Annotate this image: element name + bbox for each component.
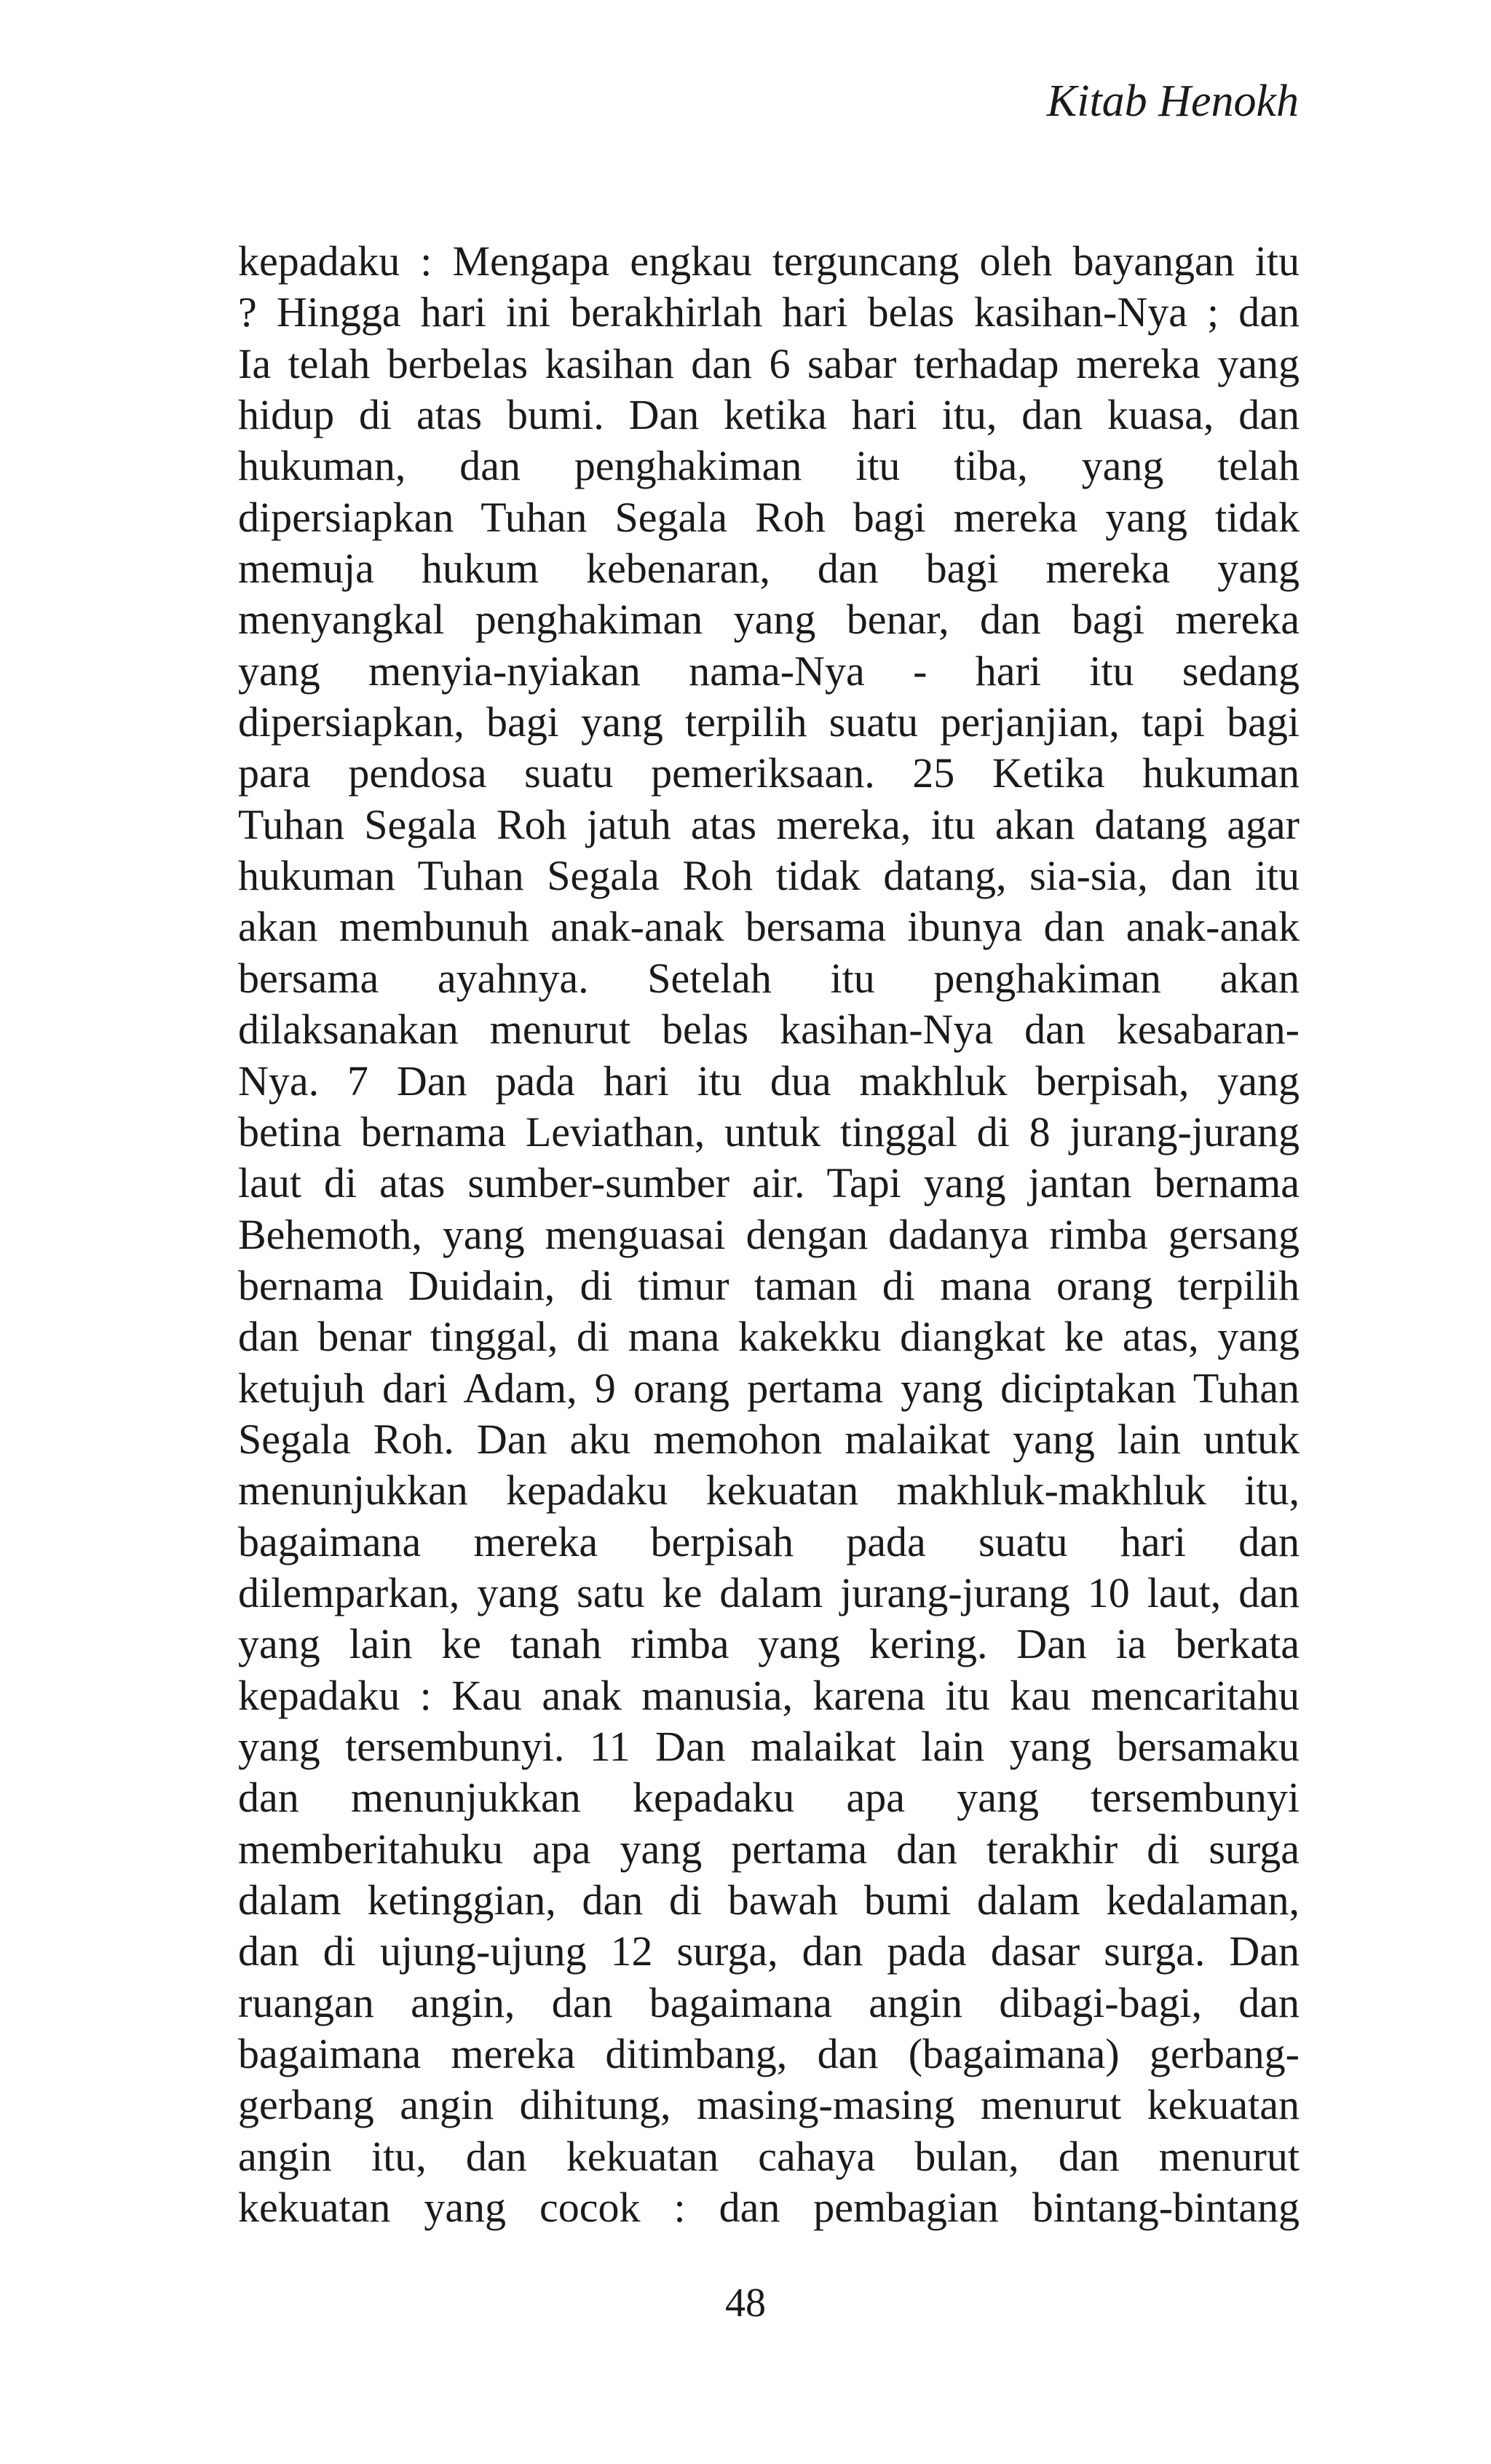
text-line: kepadaku : Mengapa engkau terguncang oleh bayangan itu [238,237,1300,285]
text-line: yang menyia-nyiakan nama-Nya - hari itu sedang [238,647,1300,695]
text-line: Tuhan Segala Roh jatuh atas mereka, itu akan datang agar [238,800,1300,848]
text-line: ruangan angin, dan bagaimana angin dibagi-bagi, dan [238,1978,1300,2026]
text-line: betina bernama Leviathan, untuk tinggal di 8 jurang-jurang [238,1107,1300,1156]
text-line: Behemoth, yang menguasai dengan dadanya rimba gersang [238,1210,1300,1258]
text-line: Segala Roh. Dan aku memohon malaikat yang lain untuk [238,1415,1300,1463]
text-line: dan di ujung-ujung 12 surga, dan pada dasar surga. Dan [238,1927,1300,1975]
text-line: yang lain ke tanah rimba yang kering. Dan ia berkata [238,1620,1300,1668]
body-text [238,236,1300,2233]
text-line: kekuatan yang cocok : dan pembagian bintang-bintang [238,2184,1300,2232]
text-line: menyangkal penghakiman yang benar, dan bagi mereka [238,596,1300,644]
page-number: 48 [725,2281,766,2326]
text-line: ? Hingga hari ini berakhirlah hari belas kasihan-Nya ; dan [238,288,1300,336]
text-line: dipersiapkan, bagi yang terpilih suatu perjanjian, tapi bagi [238,698,1300,746]
text-line: yang tersembunyi. 11 Dan malaikat lain yang bersamaku [238,1722,1300,1770]
text-line: gerbang angin dihitung, masing-masing menurut kekuatan [238,2081,1300,2129]
text-line: hidup di atas bumi. Dan ketika hari itu, dan kuasa, dan [238,391,1300,439]
text-line: hukuman, dan penghakiman itu tiba, yang telah [238,442,1300,490]
text-line: dilaksanakan menurut belas kasihan-Nya dan kesabaran- [238,1006,1300,1054]
text-line: akan membunuh anak-anak bersama ibunya dan anak-anak [238,903,1300,951]
running-header-title: Kitab Henokh [1046,76,1299,126]
text-line: dilemparkan, yang satu ke dalam jurang-jurang 10 laut, dan [238,1568,1300,1616]
text-line: dalam ketinggian, dan di bawah bumi dalam kedalaman, [238,1876,1300,1924]
text-line: Nya. 7 Dan pada hari itu dua makhluk berpisah, yang [238,1057,1300,1105]
text-line: dan menunjukkan kepadaku apa yang tersembunyi [238,1774,1300,1822]
text-line: bersama ayahnya. Setelah itu penghakiman akan [238,954,1300,1002]
text-line: bernama Duidain, di timur taman di mana orang terpilih [238,1261,1300,1309]
text-line: para pendosa suatu pemeriksaan. 25 Ketika hukuman [238,749,1300,797]
text-line: dan benar tinggal, di mana kakekku diangkat ke atas, yang [238,1313,1300,1361]
text-line: memberitahuku apa yang pertama dan terakhir di surga [238,1825,1300,1873]
text-line: kepadaku : Kau anak manusia, karena itu kau mencaritahu [238,1671,1300,1719]
text-line: ketujuh dari Adam, 9 orang pertama yang diciptakan Tuhan [238,1364,1300,1412]
text-line: dipersiapkan Tuhan Segala Roh bagi mereka yang tidak [238,493,1300,541]
text-line: menunjukkan kepadaku kekuatan makhluk-makhluk itu, [238,1466,1300,1515]
text-line: memuja hukum kebenaran, dan bagi mereka yang [238,545,1300,593]
text-line: bagaimana mereka ditimbang, dan (bagaimana) gerbang- [238,2030,1300,2078]
text-line: Ia telah berbelas kasihan dan 6 sabar terhadap mereka yang [238,339,1300,387]
text-line: hukuman Tuhan Segala Roh tidak datang, sia-sia, dan itu [238,852,1300,900]
text-line: laut di atas sumber-sumber air. Tapi yang jantan bernama [238,1159,1300,1207]
text-line: bagaimana mereka berpisah pada suatu hari dan [238,1517,1300,1565]
text-line: angin itu, dan kekuatan cahaya bulan, dan menurut [238,2132,1300,2180]
